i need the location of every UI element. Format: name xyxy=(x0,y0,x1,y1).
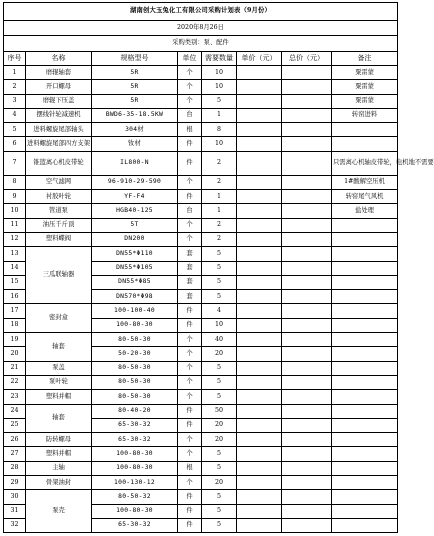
item-unit: 个 xyxy=(178,375,202,389)
purchase-plan-table xyxy=(3,2,434,533)
item-quantity: 10 xyxy=(202,80,237,94)
item-spec: 65-30-32 xyxy=(92,418,178,432)
table-row xyxy=(4,490,398,504)
total-price xyxy=(282,418,332,432)
row-number: 2 xyxy=(4,80,26,94)
item-note xyxy=(332,404,398,418)
row-number: 23 xyxy=(4,390,26,404)
item-unit: 个 xyxy=(178,66,202,80)
unit-price xyxy=(237,476,282,490)
item-unit: 根 xyxy=(178,461,202,475)
item-name: 骨架油封 xyxy=(26,476,92,490)
row-number: 3 xyxy=(4,94,26,108)
item-spec: YF-F4 xyxy=(92,190,178,204)
table-row xyxy=(4,304,398,318)
item-note xyxy=(332,247,398,261)
table-row xyxy=(4,175,398,189)
unit-price xyxy=(237,290,282,304)
item-name: 泵壳 xyxy=(26,490,92,533)
item-spec: DN200 xyxy=(92,232,178,246)
item-note xyxy=(332,123,398,137)
item-quantity: 5 xyxy=(202,390,237,404)
unit-price xyxy=(237,123,282,137)
item-quantity: 5 xyxy=(202,261,237,275)
item-unit: 件 xyxy=(178,137,202,151)
item-unit: 件 xyxy=(178,151,202,175)
item-note xyxy=(332,137,398,151)
item-name: 三瓜联轴器 xyxy=(26,247,92,304)
total-price xyxy=(282,218,332,232)
item-spec: DN55*Φ105 xyxy=(92,261,178,275)
table-row xyxy=(4,151,398,175)
unit-price xyxy=(237,333,282,347)
total-price xyxy=(282,137,332,151)
item-spec: 5T xyxy=(92,218,178,232)
unit-price xyxy=(237,218,282,232)
item-quantity: 5 xyxy=(202,361,237,375)
item-unit: 台 xyxy=(178,108,202,122)
item-unit: 个 xyxy=(178,447,202,461)
unit-price xyxy=(237,190,282,204)
unit-price xyxy=(237,461,282,475)
item-spec: 5R xyxy=(92,94,178,108)
item-spec: 304材 xyxy=(92,123,178,137)
item-note xyxy=(332,290,398,304)
total-price xyxy=(282,108,332,122)
item-spec: 65-30-32 xyxy=(92,518,178,532)
total-price xyxy=(282,461,332,475)
item-spec: 80-50-30 xyxy=(92,333,178,347)
item-name: 磨辊下压盖 xyxy=(26,94,92,108)
total-price xyxy=(282,94,332,108)
table-row xyxy=(4,190,398,204)
item-note xyxy=(332,361,398,375)
item-spec: IL800-N xyxy=(92,151,178,175)
item-quantity: 1 xyxy=(202,108,237,122)
item-note xyxy=(332,504,398,518)
item-quantity: 5 xyxy=(202,490,237,504)
total-price xyxy=(282,123,332,137)
item-name: 塑料并帽 xyxy=(26,390,92,404)
item-name: 管道泵 xyxy=(26,204,92,218)
item-unit: 件 xyxy=(178,418,202,432)
item-unit: 件 xyxy=(178,404,202,418)
header-row xyxy=(4,52,398,66)
header-cell: 规格型号 xyxy=(92,52,178,66)
item-note: 1#酸解空压机 xyxy=(332,175,398,189)
table-row xyxy=(4,461,398,475)
item-note xyxy=(332,218,398,232)
total-price xyxy=(282,361,332,375)
unit-price xyxy=(237,204,282,218)
table-row xyxy=(4,247,398,261)
item-unit: 个 xyxy=(178,476,202,490)
item-spec: 96-910-29-590 xyxy=(92,175,178,189)
table-row xyxy=(4,476,398,490)
item-quantity: 4 xyxy=(202,304,237,318)
item-spec: DN55*Φ85 xyxy=(92,275,178,289)
total-price xyxy=(282,232,332,246)
item-name: 油压千斤顶 xyxy=(26,218,92,232)
item-name: 进料螺旋尾部四方支架 xyxy=(26,137,92,151)
total-price xyxy=(282,318,332,332)
item-spec: 80-40-20 xyxy=(92,404,178,418)
row-number: 16 xyxy=(4,290,26,304)
unit-price xyxy=(237,347,282,361)
row-number: 7 xyxy=(4,151,26,175)
item-quantity: 5 xyxy=(202,504,237,518)
item-note xyxy=(332,476,398,490)
table-row xyxy=(4,333,398,347)
unit-price xyxy=(237,175,282,189)
item-note xyxy=(332,490,398,504)
row-number: 29 xyxy=(4,476,26,490)
table-row xyxy=(4,123,398,137)
row-number: 15 xyxy=(4,275,26,289)
unit-price xyxy=(237,433,282,447)
row-number: 25 xyxy=(4,418,26,432)
row-number: 21 xyxy=(4,361,26,375)
item-quantity: 20 xyxy=(202,476,237,490)
item-name: 主轴 xyxy=(26,461,92,475)
item-name: 磨辊轴套 xyxy=(26,66,92,80)
total-price xyxy=(282,247,332,261)
total-price xyxy=(282,390,332,404)
item-name: 衬胶叶轮 xyxy=(26,190,92,204)
item-unit: 台 xyxy=(178,204,202,218)
item-quantity: 5 xyxy=(202,375,237,389)
item-quantity: 1 xyxy=(202,204,237,218)
total-price xyxy=(282,433,332,447)
item-spec: 100-80-30 xyxy=(92,461,178,475)
total-price xyxy=(282,476,332,490)
unit-price xyxy=(237,80,282,94)
total-price xyxy=(282,151,332,175)
item-quantity: 1 xyxy=(202,190,237,204)
unit-price xyxy=(237,361,282,375)
unit-price xyxy=(237,232,282,246)
table-row xyxy=(4,361,398,375)
row-number: 28 xyxy=(4,461,26,475)
item-name: 轴套 xyxy=(26,333,92,362)
unit-price xyxy=(237,318,282,332)
unit-price xyxy=(237,490,282,504)
item-unit: 个 xyxy=(178,232,202,246)
item-spec: 100-80-30 xyxy=(92,504,178,518)
item-note: 转窑进料 xyxy=(332,108,398,122)
unit-price xyxy=(237,275,282,289)
total-price xyxy=(282,333,332,347)
header-cell: 备注 xyxy=(332,52,398,66)
unit-price xyxy=(237,404,282,418)
item-spec: 100-130-12 xyxy=(92,476,178,490)
total-price xyxy=(282,404,332,418)
row-number: 32 xyxy=(4,518,26,532)
item-note xyxy=(332,375,398,389)
item-unit: 根 xyxy=(178,123,202,137)
item-unit: 套 xyxy=(178,247,202,261)
unit-price xyxy=(237,247,282,261)
unit-price xyxy=(237,66,282,80)
item-note xyxy=(332,318,398,332)
item-spec: 5R xyxy=(92,80,178,94)
item-name: 锥篮离心机皮带轮 xyxy=(26,151,92,175)
item-note xyxy=(332,433,398,447)
row-number: 22 xyxy=(4,375,26,389)
table-row xyxy=(4,232,398,246)
row-number: 6 xyxy=(4,137,26,151)
item-name: 泵叶轮 xyxy=(26,375,92,389)
item-spec: 80-50-30 xyxy=(92,375,178,389)
item-unit: 套 xyxy=(178,290,202,304)
row-number: 17 xyxy=(4,304,26,318)
item-name: 塑料并帽 xyxy=(26,447,92,461)
row-number: 12 xyxy=(4,232,26,246)
item-note xyxy=(332,347,398,361)
item-note xyxy=(332,333,398,347)
row-number: 4 xyxy=(4,108,26,122)
item-name: 泵盖 xyxy=(26,361,92,375)
row-number: 26 xyxy=(4,433,26,447)
item-note xyxy=(332,447,398,461)
item-name: 摆线针轮减速机 xyxy=(26,108,92,122)
header-cell: 单价（元） xyxy=(237,52,282,66)
item-note xyxy=(332,390,398,404)
table-row xyxy=(4,108,398,122)
unit-price xyxy=(237,390,282,404)
table-row xyxy=(4,433,398,447)
item-quantity: 20 xyxy=(202,418,237,432)
table-row xyxy=(4,80,398,94)
unit-price xyxy=(237,261,282,275)
row-number: 14 xyxy=(4,261,26,275)
item-quantity: 8 xyxy=(202,123,237,137)
unit-price xyxy=(237,504,282,518)
item-quantity: 10 xyxy=(202,137,237,151)
unit-price xyxy=(237,137,282,151)
header-cell: 名称 xyxy=(26,52,92,66)
item-unit: 件 xyxy=(178,518,202,532)
item-quantity: 2 xyxy=(202,175,237,189)
total-price xyxy=(282,66,332,80)
item-name: 密封盒 xyxy=(26,304,92,333)
unit-price xyxy=(237,518,282,532)
item-unit: 个 xyxy=(178,390,202,404)
row-number: 9 xyxy=(4,190,26,204)
item-note xyxy=(332,232,398,246)
item-name: 轴套 xyxy=(26,404,92,433)
unit-price xyxy=(237,447,282,461)
item-note: 只需离心机轴皮带轮，电机地不需要 xyxy=(332,151,398,175)
item-quantity: 5 xyxy=(202,447,237,461)
total-price xyxy=(282,447,332,461)
item-note: 转窑尾气风机 xyxy=(332,190,398,204)
item-quantity: 2 xyxy=(202,218,237,232)
item-unit: 个 xyxy=(178,94,202,108)
item-quantity: 10 xyxy=(202,318,237,332)
item-note: 盐处理 xyxy=(332,204,398,218)
item-spec: 100-80-30 xyxy=(92,447,178,461)
item-quantity: 5 xyxy=(202,94,237,108)
item-spec: 100-100-40 xyxy=(92,304,178,318)
row-number: 27 xyxy=(4,447,26,461)
row-number: 5 xyxy=(4,123,26,137)
item-note xyxy=(332,518,398,532)
item-unit: 个 xyxy=(178,218,202,232)
sheet-title: 湖南创大玉兔化工有限公司采购计划表（9月份） xyxy=(4,3,398,21)
item-quantity: 5 xyxy=(202,275,237,289)
item-name: 进料螺旋尾部轴头 xyxy=(26,123,92,137)
item-spec: 钕材 xyxy=(92,137,178,151)
table-row xyxy=(4,375,398,389)
item-quantity: 2 xyxy=(202,232,237,246)
total-price xyxy=(282,375,332,389)
item-unit: 个 xyxy=(178,433,202,447)
item-quantity: 5 xyxy=(202,461,237,475)
item-spec: 80-50-30 xyxy=(92,361,178,375)
row-number: 1 xyxy=(4,66,26,80)
row-number: 20 xyxy=(4,347,26,361)
row-number: 11 xyxy=(4,218,26,232)
item-spec: 5R xyxy=(92,66,178,80)
table-row xyxy=(4,390,398,404)
table-row xyxy=(4,94,398,108)
item-unit: 件 xyxy=(178,504,202,518)
item-spec: HGB40-125 xyxy=(92,204,178,218)
item-quantity: 5 xyxy=(202,518,237,532)
item-quantity: 5 xyxy=(202,247,237,261)
item-name: 塑料蝶阀 xyxy=(26,232,92,246)
item-spec: DN570*Φ98 xyxy=(92,290,178,304)
item-spec: 50-20-30 xyxy=(92,347,178,361)
item-quantity: 2 xyxy=(202,151,237,175)
item-note: 粟雷蒙 xyxy=(332,94,398,108)
item-spec: 100-80-30 xyxy=(92,318,178,332)
item-unit: 套 xyxy=(178,275,202,289)
sheet-date: 2020年8月26日 xyxy=(4,21,398,36)
item-unit: 个 xyxy=(178,80,202,94)
total-price xyxy=(282,175,332,189)
item-quantity: 5 xyxy=(202,290,237,304)
total-price xyxy=(282,304,332,318)
total-price xyxy=(282,490,332,504)
item-quantity: 10 xyxy=(202,66,237,80)
table-row xyxy=(4,137,398,151)
item-note xyxy=(332,461,398,475)
header-cell: 需要数量 xyxy=(202,52,237,66)
row-number: 18 xyxy=(4,318,26,332)
total-price xyxy=(282,261,332,275)
unit-price xyxy=(237,94,282,108)
table-row xyxy=(4,404,398,418)
header-cell: 序号 xyxy=(4,52,26,66)
item-note: 粟雷蒙 xyxy=(332,80,398,94)
row-number: 8 xyxy=(4,175,26,189)
row-number: 13 xyxy=(4,247,26,261)
item-quantity: 20 xyxy=(202,433,237,447)
item-name: 防转螺母 xyxy=(26,433,92,447)
item-quantity: 40 xyxy=(202,333,237,347)
item-spec: 80-50-32 xyxy=(92,490,178,504)
item-note xyxy=(332,304,398,318)
row-number: 24 xyxy=(4,404,26,418)
item-note: 粟雷蒙 xyxy=(332,66,398,80)
item-quantity: 20 xyxy=(202,347,237,361)
item-note xyxy=(332,418,398,432)
row-number: 10 xyxy=(4,204,26,218)
item-unit: 个 xyxy=(178,347,202,361)
total-price xyxy=(282,275,332,289)
item-name: 空气滤网 xyxy=(26,175,92,189)
total-price xyxy=(282,518,332,532)
table-row xyxy=(4,204,398,218)
item-unit: 件 xyxy=(178,490,202,504)
header-cell: 总价（元） xyxy=(282,52,332,66)
item-unit: 个 xyxy=(178,361,202,375)
unit-price xyxy=(237,151,282,175)
header-cell: 单位 xyxy=(178,52,202,66)
total-price xyxy=(282,347,332,361)
total-price xyxy=(282,80,332,94)
total-price xyxy=(282,504,332,518)
unit-price xyxy=(237,108,282,122)
total-price xyxy=(282,290,332,304)
item-spec: DN55*Φ110 xyxy=(92,247,178,261)
table-row xyxy=(4,447,398,461)
item-name: 开口螺母 xyxy=(26,80,92,94)
table-row xyxy=(4,66,398,80)
item-unit: 件 xyxy=(178,304,202,318)
item-spec: 65-30-32 xyxy=(92,433,178,447)
item-unit: 个 xyxy=(178,333,202,347)
purchase-category: 采购类别：泵、配件 xyxy=(4,36,398,52)
item-note xyxy=(332,261,398,275)
item-quantity: 50 xyxy=(202,404,237,418)
total-price xyxy=(282,190,332,204)
row-number: 30 xyxy=(4,490,26,504)
unit-price xyxy=(237,418,282,432)
unit-price xyxy=(237,304,282,318)
unit-price xyxy=(237,375,282,389)
item-unit: 个 xyxy=(178,175,202,189)
item-unit: 件 xyxy=(178,318,202,332)
table-row xyxy=(4,218,398,232)
row-number: 19 xyxy=(4,333,26,347)
item-spec: 80-50-30 xyxy=(92,390,178,404)
item-unit: 套 xyxy=(178,261,202,275)
item-unit: 件 xyxy=(178,190,202,204)
item-note xyxy=(332,275,398,289)
total-price xyxy=(282,204,332,218)
item-spec: BWD6-35-18.5KW xyxy=(92,108,178,122)
row-number: 31 xyxy=(4,504,26,518)
